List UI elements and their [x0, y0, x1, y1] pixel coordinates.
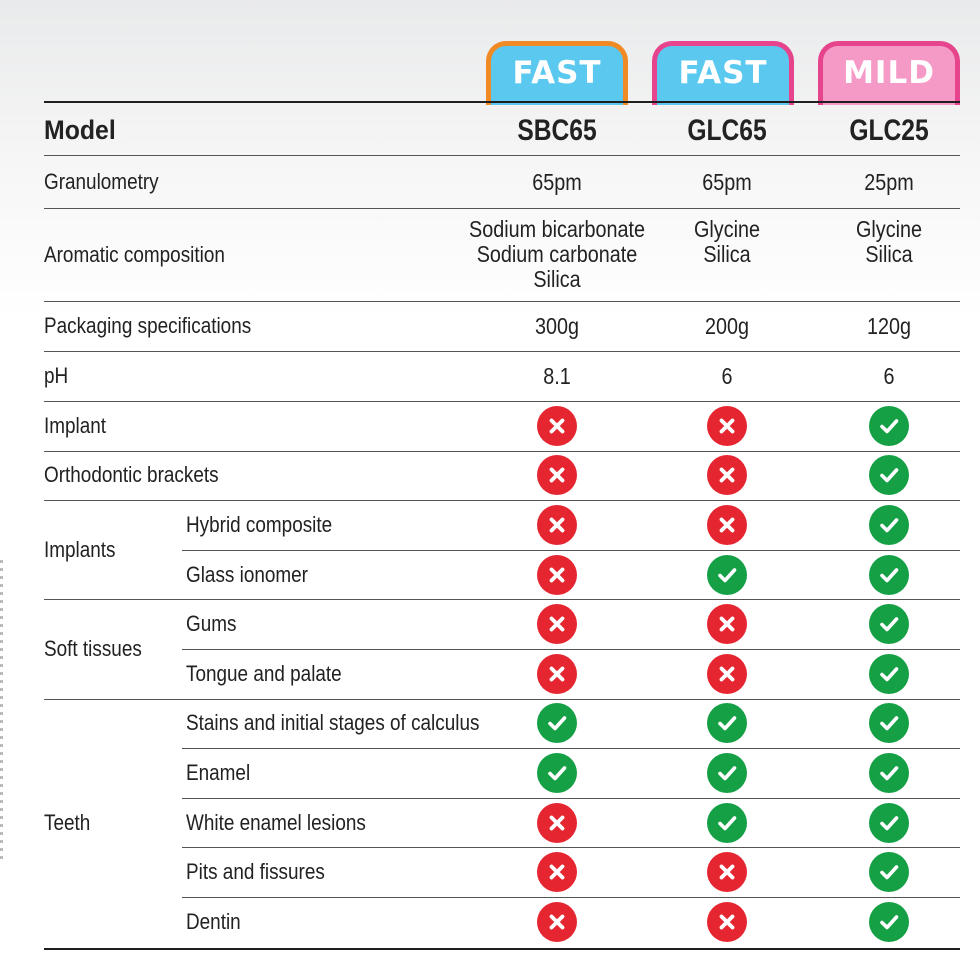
- sub-indication-label: Gums: [186, 611, 237, 637]
- cross-circle-icon: [707, 902, 747, 942]
- cross-circle-icon: [707, 505, 747, 545]
- sub-indication-label: Hybrid composite: [186, 512, 333, 537]
- property-value: [864, 170, 913, 195]
- row-divider: [44, 301, 960, 302]
- row-divider: [182, 649, 960, 650]
- value-line: Sodium bicarbonate: [469, 216, 645, 242]
- property-label: Aromatic composition: [44, 241, 225, 267]
- row-divider: [44, 699, 960, 700]
- property-value: [535, 314, 579, 339]
- tab-label: FAST: [491, 46, 623, 105]
- row-divider: [182, 748, 960, 749]
- check-circle-icon: [707, 703, 747, 743]
- row-divider: [44, 155, 960, 156]
- property-value: [694, 217, 760, 267]
- value-line: Silica: [703, 241, 751, 267]
- cross-circle-icon: [537, 604, 577, 644]
- value-line: 25pm: [864, 168, 914, 195]
- indication-label: Implant: [44, 412, 107, 438]
- property-value: [543, 364, 571, 389]
- row-divider: [44, 208, 960, 209]
- row-divider: [182, 897, 960, 898]
- group-label: Soft tissues: [44, 636, 142, 661]
- check-circle-icon: [707, 555, 747, 595]
- indication-label: Orthodontic brackets: [44, 462, 219, 488]
- sub-indication-label: White enamel lesions: [186, 809, 366, 835]
- row-divider: [44, 500, 960, 501]
- page-edge-decoration: [0, 560, 3, 860]
- cross-circle-icon: [537, 505, 577, 545]
- check-circle-icon: [869, 852, 909, 892]
- cross-circle-icon: [537, 555, 577, 595]
- model-sbc65: SBC65: [517, 114, 597, 147]
- value-line: 6: [883, 363, 895, 389]
- cross-circle-icon: [537, 654, 577, 694]
- model-glc25: GLC25: [849, 114, 929, 147]
- check-circle-icon: [869, 555, 909, 595]
- cross-circle-icon: [537, 852, 577, 892]
- check-circle-icon: [537, 703, 577, 743]
- value-line: Silica: [865, 241, 913, 267]
- check-circle-icon: [869, 803, 909, 843]
- property-value: [705, 314, 749, 339]
- row-divider: [182, 798, 960, 799]
- check-circle-icon: [707, 803, 747, 843]
- value-line: 65pm: [702, 168, 752, 195]
- check-circle-icon: [869, 703, 909, 743]
- value-line: Glycine: [856, 216, 922, 242]
- tab-mild-glc25: [818, 41, 960, 105]
- cross-circle-icon: [707, 604, 747, 644]
- value-line: Sodium carbonate: [476, 241, 638, 267]
- property-value: [867, 314, 911, 339]
- property-value: [856, 217, 922, 267]
- tab-fast-sbc65: [486, 41, 628, 105]
- value-line: 65pm: [532, 168, 582, 195]
- value-line: 300g: [534, 313, 580, 339]
- cross-circle-icon: [707, 455, 747, 495]
- cross-circle-icon: [707, 654, 747, 694]
- row-divider: [44, 351, 960, 352]
- cross-circle-icon: [537, 406, 577, 446]
- sub-indication-label: Dentin: [186, 908, 241, 934]
- check-circle-icon: [869, 902, 909, 942]
- sub-indication-label: Stains and initial stages of calculus: [186, 710, 480, 736]
- check-circle-icon: [869, 455, 909, 495]
- sub-indication-label: Enamel: [186, 760, 251, 785]
- check-circle-icon: [869, 604, 909, 644]
- property-label: Granulometry: [44, 168, 159, 194]
- value-line: 8.1: [543, 363, 571, 389]
- table-top-rule: [44, 101, 960, 103]
- check-circle-icon: [869, 406, 909, 446]
- check-circle-icon: [869, 753, 909, 793]
- value-line: Silica: [533, 266, 581, 292]
- sub-indication-label: Glass ionomer: [186, 561, 308, 587]
- property-value: [532, 170, 581, 195]
- model-glc65: GLC65: [687, 114, 767, 147]
- check-circle-icon: [869, 654, 909, 694]
- property-value: [721, 364, 732, 389]
- row-divider: [44, 599, 960, 600]
- property-value: [883, 364, 894, 389]
- property-value: [469, 217, 645, 292]
- group-label: Implants: [44, 536, 116, 562]
- tab-label: FAST: [657, 46, 789, 105]
- table-bottom-rule: [44, 948, 960, 950]
- value-line: 200g: [704, 313, 750, 339]
- property-label: Packaging specifications: [44, 313, 252, 338]
- check-circle-icon: [869, 505, 909, 545]
- row-divider: [182, 847, 960, 848]
- sub-indication-label: Tongue and palate: [186, 660, 342, 686]
- cross-circle-icon: [537, 902, 577, 942]
- tab-label: MILD: [823, 46, 955, 105]
- sub-indication-label: Pits and fissures: [186, 859, 325, 885]
- cross-circle-icon: [707, 852, 747, 892]
- model-header-label: Model: [44, 115, 116, 145]
- check-circle-icon: [707, 753, 747, 793]
- tab-fast-glc65: [652, 41, 794, 105]
- cross-circle-icon: [707, 406, 747, 446]
- value-line: 6: [721, 363, 733, 389]
- row-divider: [44, 451, 960, 452]
- check-circle-icon: [537, 753, 577, 793]
- cross-circle-icon: [537, 455, 577, 495]
- row-divider: [44, 401, 960, 402]
- property-value: [702, 170, 751, 195]
- value-line: 120g: [866, 313, 912, 339]
- value-line: Glycine: [694, 216, 760, 242]
- cross-circle-icon: [537, 803, 577, 843]
- property-label: pH: [44, 363, 69, 388]
- row-divider: [182, 550, 960, 551]
- group-label: Teeth: [44, 809, 91, 835]
